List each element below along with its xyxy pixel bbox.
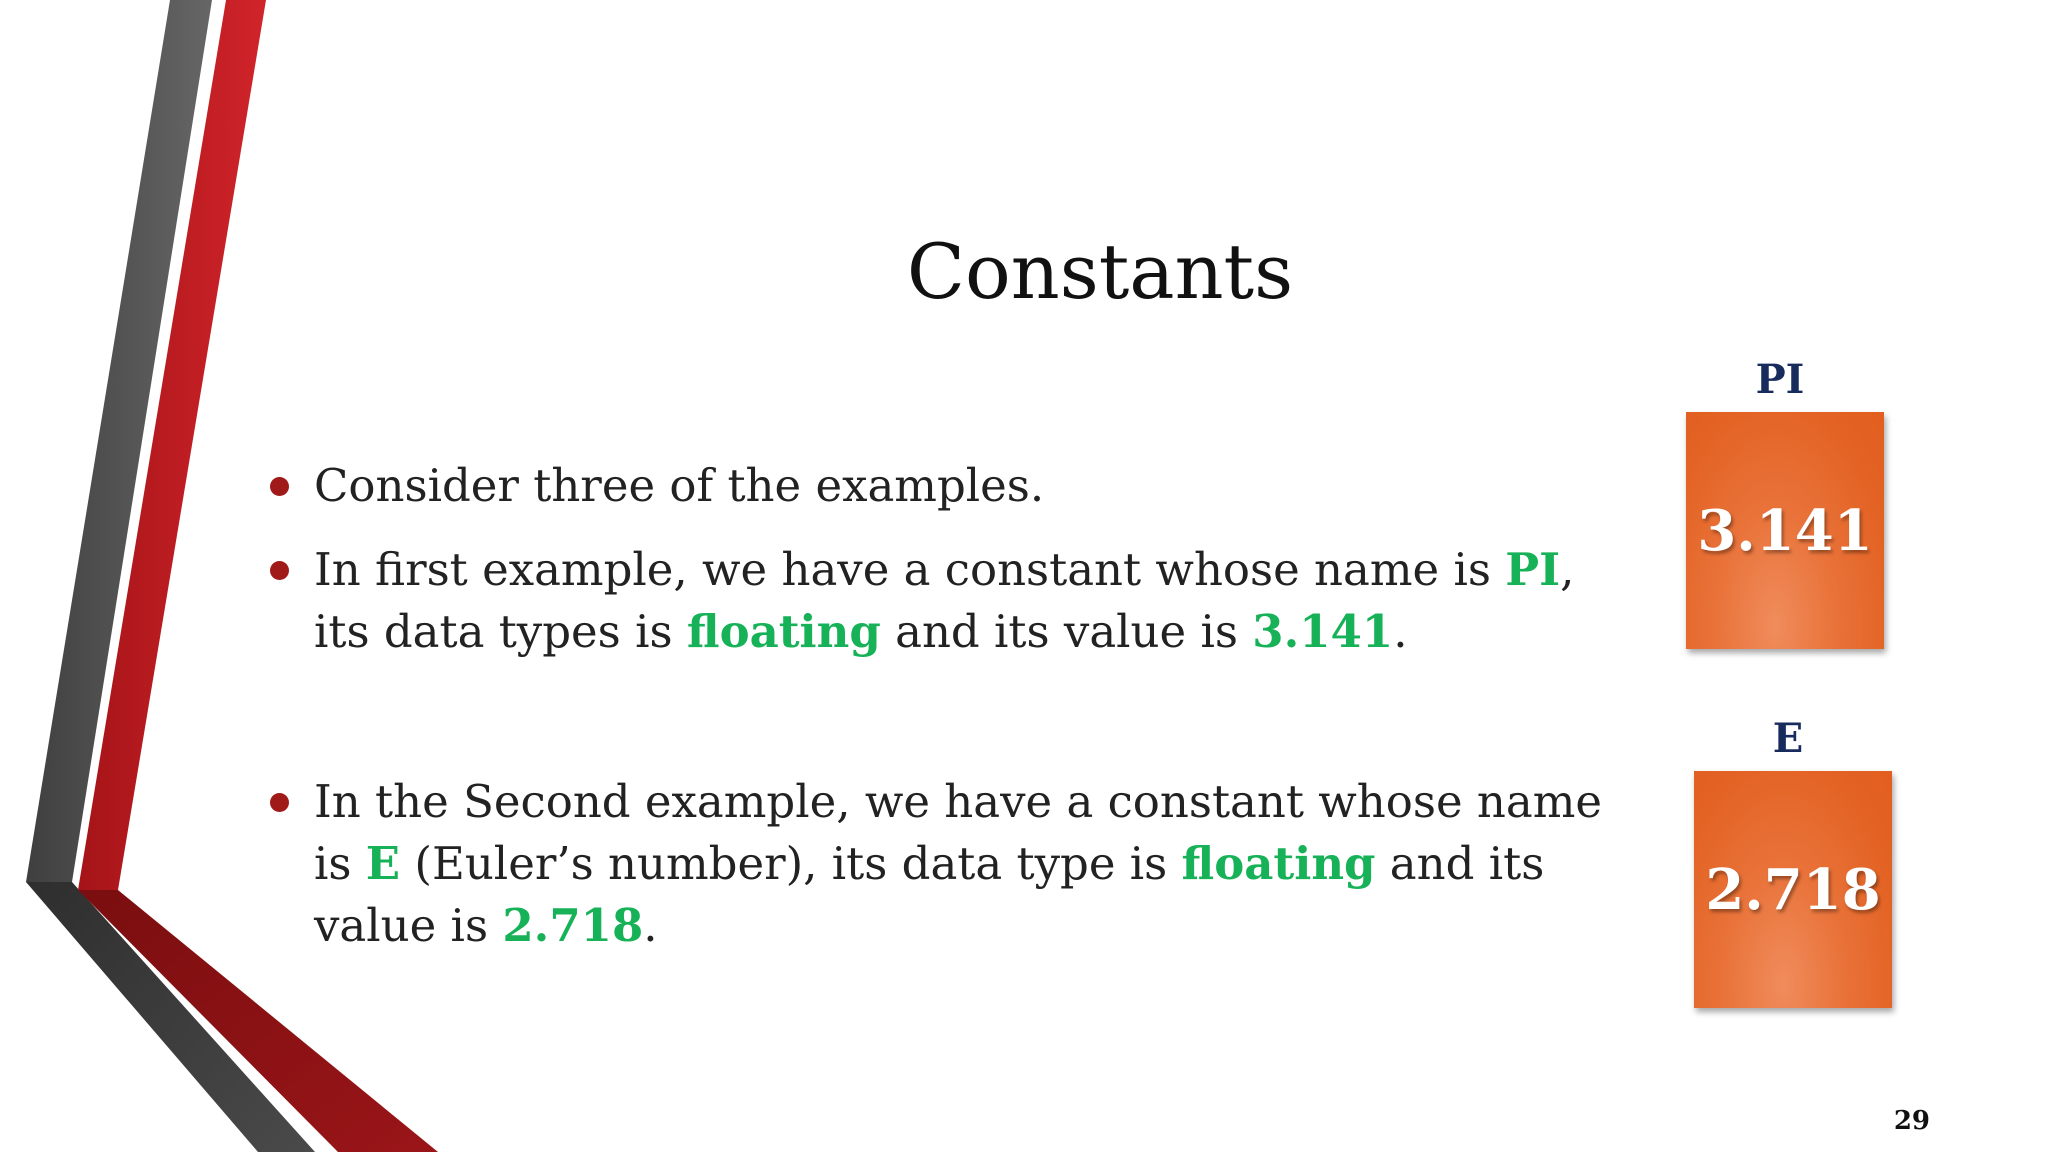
constant-name-highlight: PI [1505, 543, 1561, 596]
constant-label-pi: PI [1755, 356, 1805, 403]
data-type-highlight: floating [1181, 837, 1376, 890]
bullet-item [268, 771, 1638, 957]
bullet-item [268, 539, 1638, 663]
constant-label-e: E [1772, 715, 1804, 762]
constant-value-highlight: 3.141 [1252, 605, 1394, 658]
constant-name-highlight: E [365, 837, 401, 890]
bullet-text: . [643, 899, 658, 952]
bullet-text: . [1393, 605, 1408, 658]
constant-tile-pi [1686, 412, 1884, 649]
constant-tile-value: 2.718 [1705, 856, 1881, 923]
page-number: 29 [1893, 1106, 1930, 1136]
slide-title: Constants [906, 227, 1294, 316]
bullet-text: Consider three of the examples. [314, 459, 1045, 512]
bullet-text: and its value is [314, 837, 1545, 952]
constant-value-highlight: 2.718 [502, 899, 644, 952]
constant-tile-e [1694, 771, 1892, 1008]
bullet-text: In first example, we have a constant whose name is [314, 543, 1506, 596]
data-type-highlight: floating [686, 605, 881, 658]
bullet-text: and its value is [880, 605, 1253, 658]
bullet-list [268, 455, 1638, 957]
bullet-text: In the Second example, we have a constant whose name is [314, 775, 1602, 890]
bullet-item [268, 455, 1638, 517]
bullet-text: (Euler’s number), its data type is [400, 837, 1182, 890]
constant-tile-value: 3.141 [1697, 497, 1873, 564]
bullet-text: , its data types is [314, 543, 1575, 658]
